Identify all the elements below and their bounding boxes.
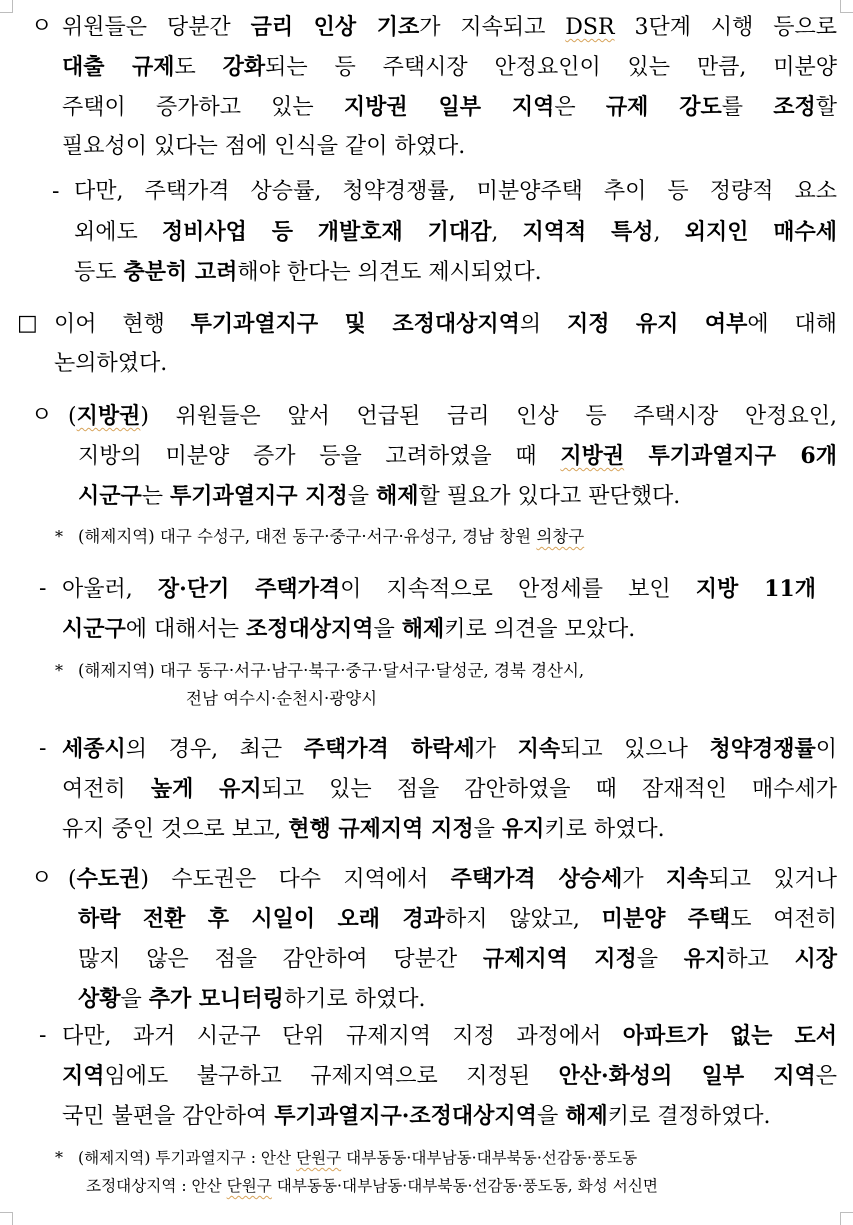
text-run: , [653,220,685,245]
text-run: 을 [120,987,149,1012]
text-run: , [491,220,523,245]
bold-text-run: 금리 인상 기조 [250,14,420,40]
text-run: 되는 등 주택시장 안정요인이 있는 만큼, 미분양 [265,55,838,80]
bold-text-run: 수도권 [76,866,141,892]
bold-text-run: 해제 [401,616,445,642]
text-run: 외에도 [74,220,162,245]
text-line [78,523,584,551]
bold-text-run: 현행 규제지역 지정 [288,816,474,842]
bold-text-run: 추가 모니터링 [148,986,284,1012]
text-run: 되고 있으나 [560,737,710,762]
text-line [62,809,665,849]
text-run: 필요성이 있다는 점에 인식을 같이 하였다. [62,134,466,159]
text-line [74,212,837,252]
text-run: 이 [815,737,838,762]
text-run: 대부동동·대부남동·대부북동·선감동·풍도동 [341,1149,638,1167]
text-run: 을 [473,817,502,842]
bold-text-run: 외지인 매수세 [684,219,838,245]
text-line [54,344,167,384]
text-run: 키로 결정하였다. [607,1104,771,1129]
text-run: 논의하였다. [54,351,168,376]
text-run: 을 [536,1104,566,1129]
bold-text-run: 장·단기 주택가격 [157,576,341,602]
text-run: (해제지역) 투기과열지구 : 안산 [78,1149,297,1167]
text-run: 을 [347,484,376,509]
bold-text-run: 지방 11개 [695,576,816,602]
text-run: ( [68,404,77,429]
bold-text-run: 지방권 [560,443,625,469]
text-run: 의창구 [536,527,585,546]
text-run: 주택이 증가하고 있는 [62,95,344,120]
text-line [78,436,837,476]
text-run: 이어 현행 [54,312,191,337]
text-run: 하고 [726,947,795,972]
text-line [62,87,837,127]
text-run: 위원들은 당분간 [62,15,251,40]
bold-text-run: 투기과열지구 및 조정대상지역 [190,311,520,337]
text-run: 되고 있는 점을 감안하였을 때 잠재적인 매수세가 [261,777,838,802]
bold-text-run: 투기과열지구·조정대상지역 [274,1103,537,1129]
text-run: 이 지속적으로 안정세를 보인 [340,577,696,602]
bold-text-run: 안산·화성의 일부 지역 [558,1063,816,1089]
text-line [62,769,837,809]
circle-bullet-icon: ㅇ [31,866,53,891]
text-run: 다만, 주택가격 상승률, 청약경쟁률, 미분양주택 추이 등 정량적 요소 [74,179,837,204]
text-run: ) 위원들은 앞서 언급된 금리 인상 등 주택시장 안정요인, [140,404,837,429]
text-line [68,396,837,436]
text-line [62,1016,837,1056]
text-line [74,172,837,212]
text-run: 을 [373,617,402,642]
text-run: 하지 않았고, [444,907,602,932]
text-run: 전남 여수시·순천시·광양시 [186,689,378,708]
bold-text-run: 조정대상지역 [246,616,374,642]
text-run: 에 대해서는 [125,617,247,642]
text-run: 하기로 하였다. [283,987,426,1012]
text-line [78,899,837,939]
text-line [78,939,837,979]
bold-text-run: 유지 [501,816,545,842]
text-line [62,609,635,649]
footnote-asterisk: * [55,661,63,680]
circle-bullet-icon: ㅇ [31,403,53,428]
text-run: (해제지역) 대구 수성구, 대전 동구·중구·서구·유성구, 경남 창원 [78,527,537,546]
text-line [86,1172,658,1200]
text-run: 국민 불편을 감안하여 [62,1104,275,1129]
bold-text-run: 지속 [517,736,561,762]
bold-text-run: 아파트가 없는 도서 [622,1023,837,1049]
bold-text-run: 규제 강도 [605,94,722,120]
text-run: 도 [174,55,223,80]
text-run: 지방의 미분양 증가 등을 고려하였을 때 [78,444,561,469]
bold-text-run: 충분히 고려 [123,259,238,285]
text-line [186,685,377,713]
footnote-asterisk: * [55,527,63,546]
text-run: 도 여전히 [730,907,837,932]
bold-text-run: 해제 [565,1103,608,1129]
text-run: 대부동동·대부남동·대부북동·선감동·풍도동, 화성 서신면 [271,1177,658,1195]
bold-text-run: 높게 유지 [150,776,262,802]
bold-text-run: 해제 [375,483,419,509]
text-run: 의 경우, 최근 [125,737,304,762]
text-run: 단원구 [296,1149,342,1167]
bold-text-run: 정비사업 등 개발호재 기대감 [161,219,492,245]
text-run: 조정대상지역 : 안산 [86,1177,227,1195]
square-bullet-icon: □ [17,311,38,336]
bold-text-run: 지정 유지 여부 [566,311,748,337]
bold-text-run: 대출 규제 [62,54,175,80]
text-run: 되고 있거나 [708,867,837,892]
text-run: 다만, 과거 시군구 단위 규제지역 지정 과정에서 [62,1024,623,1049]
text-run: 임에도 불구하고 규제지역으로 지정된 [104,1064,559,1089]
bold-text-run: 투기과열지구 지정 [170,483,348,509]
bold-text-run: 주택가격 상승세 [450,866,623,892]
text-run: DSR [565,15,615,40]
bold-text-run: 규제지역 지정 [482,946,637,972]
text-run: 많지 않은 점을 감안하여 당분간 [78,947,483,972]
text-line [62,1056,837,1096]
text-line [74,252,542,292]
crop-mark-top-left [0,0,13,13]
bold-text-run: 유지 [683,946,727,972]
bold-text-run: 지방권 [76,403,141,429]
dash-bullet: - [52,179,60,204]
bold-text-run: 지역 [62,1063,105,1089]
bold-text-run: 시장 [794,946,838,972]
footnote-asterisk: * [55,1148,63,1167]
text-run: 해야 한다는 의견도 제시되었다. [237,260,542,285]
bold-text-run: 시군구 [78,483,142,509]
text-line [54,304,837,344]
text-run: 여전히 [62,777,151,802]
text-run: 3단계 시행 등으로 [614,15,837,40]
bold-text-run: 지역적 특성 [522,219,654,245]
text-run: 할 [815,95,838,120]
text-line [78,657,584,685]
text-run: 는 [141,484,171,509]
crop-mark-top-right [840,0,853,13]
bold-text-run: 미분양 주택 [601,906,731,932]
bold-text-run: 세종시 [62,736,126,762]
bold-text-run: 시군구 [62,616,126,642]
dash-bullet: - [39,1023,47,1048]
text-run: 단원구 [226,1177,272,1195]
circle-bullet-icon: ㅇ [31,14,53,39]
text-line [68,859,837,899]
text-run: ) 수도권은 다수 지역에서 [140,867,451,892]
bold-text-run: 청약경쟁률 [709,736,816,762]
bold-text-run: 강화 [222,54,266,80]
text-run: 은 [815,1064,837,1089]
text-run: 가 [474,737,518,762]
text-line [62,7,837,47]
text-line [78,1144,637,1172]
bold-text-run: 하락 전환 후 시일이 오래 경과 [78,906,445,932]
text-run: 에 대해 [747,312,837,337]
text-run: 할 필요가 있다고 판단했다. [418,484,681,509]
text-run: 가 [622,867,666,892]
text-run: (해제지역) 대구 동구·서구·남구·북구·중구·달서구·달성군, 경북 경산시, [78,661,585,680]
text-run: 키로 의견을 모았다. [444,617,636,642]
text-run: 은 [554,95,606,120]
text-run: 를 [721,95,774,120]
text-line [78,476,680,516]
bold-text-run: 지속 [665,866,709,892]
bold-text-run: 상황 [78,986,121,1012]
bold-text-run: 지방권 일부 지역 [343,94,555,120]
text-line [62,47,837,87]
text-run: 을 [636,947,684,972]
bold-text-run: 조정 [773,94,816,120]
text-run: 키로 하였다. [544,817,665,842]
text-run: 유지 중인 것으로 보고, [62,817,289,842]
text-run: 가 지속되고 [419,15,566,40]
text-run: 등도 [74,260,124,285]
crop-mark-bottom-left [0,1212,13,1225]
text-line [62,729,837,769]
text-run: ( [68,867,77,892]
bold-text-run: 투기과열지구 6개 [624,443,837,469]
text-run: 의 [519,312,567,337]
bold-text-run: 주택가격 하락세 [303,736,475,762]
text-line [62,569,816,609]
text-line [78,979,425,1019]
text-line [62,127,465,167]
text-run: 아울러, [62,577,158,602]
crop-mark-bottom-right [840,1212,853,1225]
text-line [62,1096,770,1136]
dash-bullet: - [39,736,47,761]
dash-bullet: - [39,576,47,601]
